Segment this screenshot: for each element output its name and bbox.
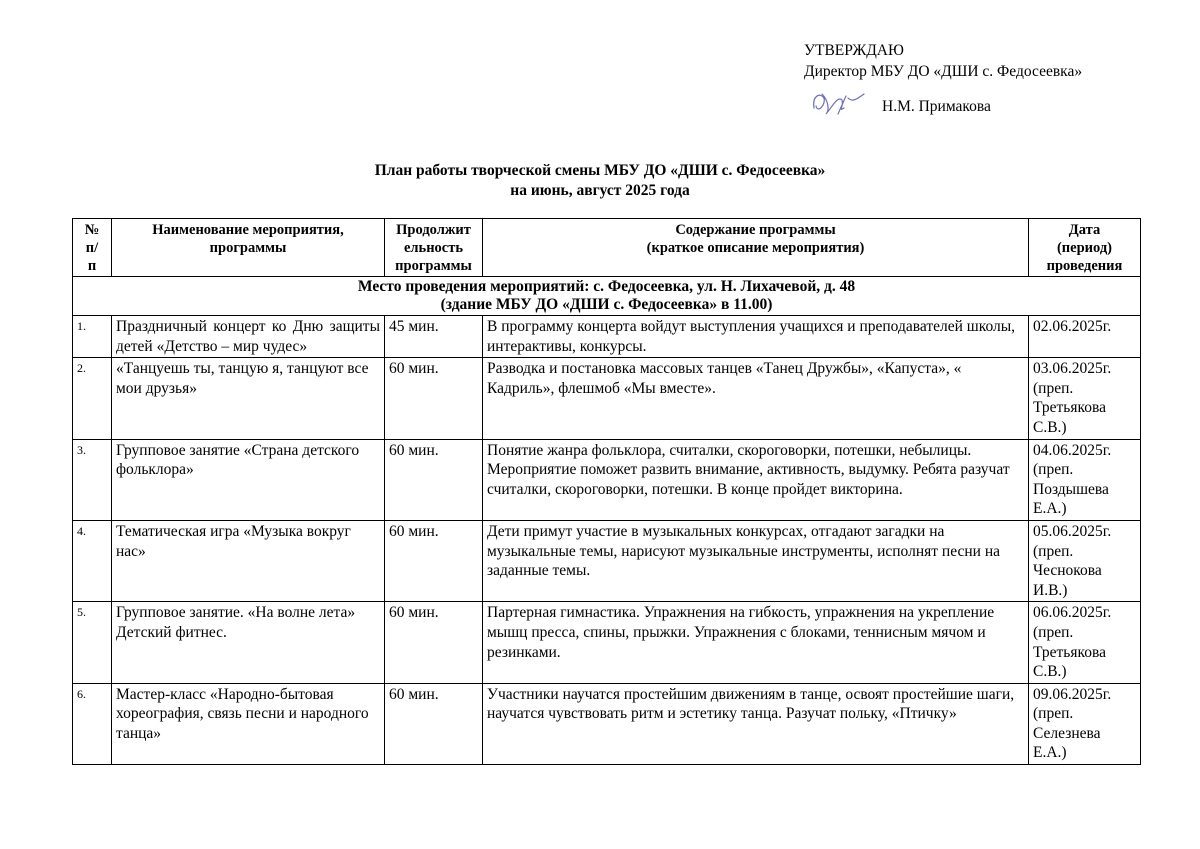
row-date: 03.06.2025г. (преп. Третьякова С.В.) — [1029, 358, 1141, 439]
row-duration: 60 мин. — [385, 439, 483, 520]
row-num: 5. — [73, 602, 112, 683]
row-content: Дети примут участие в музыкальных конкурсах, отгадают загадки на музыкальные темы, нарисуют музыкальные инструменты, исполнят песни на заданные темы. — [483, 520, 1029, 601]
events-table — [72, 218, 1141, 765]
row-name: Групповое занятие «Страна детского фольклора» — [112, 439, 385, 520]
row-name: Мастер-класс «Народно-бытовая хореография, связь песни и народного танца» — [112, 683, 385, 764]
page-title — [0, 161, 1200, 201]
table-header-row — [73, 219, 1141, 277]
approval-block — [804, 40, 1082, 122]
row-content: В программу концерта войдут выступления учащихся и преподавателей школы, интерактивы, конкурсы. — [483, 316, 1029, 358]
approval-heading: УТВЕРЖДАЮ — [804, 42, 904, 59]
row-num: 4. — [73, 520, 112, 601]
row-duration: 60 мин. — [385, 602, 483, 683]
row-content: Партерная гимнастика. Упражнения на гибкость, упражнения на укрепление мышц пресса, спины, прыжки. Упражнения с блоками, теннисным мячом и резинками. — [483, 602, 1029, 683]
row-name: Праздничный концерт ко Дню защиты детей «Детство – мир чудес» — [112, 316, 385, 358]
row-date: 02.06.2025г. — [1029, 316, 1141, 358]
row-num: 2. — [73, 358, 112, 439]
signature-scribble — [808, 86, 870, 120]
table-row — [73, 316, 1141, 358]
table-row — [73, 683, 1141, 764]
place-cell: Место проведения мероприятий: с. Федосеевка, ул. Н. Лихачевой, д. 48 (здание МБУ ДО «ДШИ с. Федосеевка» в 11.00) — [73, 277, 1141, 316]
row-name: «Танцуешь ты, танцую я, танцуют все мои друзья» — [112, 358, 385, 439]
place-row — [73, 277, 1141, 316]
row-duration: 60 мин. — [385, 520, 483, 601]
row-date: 06.06.2025г. (преп. Третьякова С.В.) — [1029, 602, 1141, 683]
row-num: 6. — [73, 683, 112, 764]
table-row — [73, 439, 1141, 520]
row-num: 3. — [73, 439, 112, 520]
table-row — [73, 520, 1141, 601]
row-duration: 45 мин. — [385, 316, 483, 358]
row-date: 09.06.2025г. (преп. Селезнева Е.А.) — [1029, 683, 1141, 764]
approval-position: Директор МБУ ДО «ДШИ с. Федосеевка» — [804, 63, 1083, 80]
row-content: Участники научатся простейшим движениям в танце, освоят простейшие шаги, научатся чувствовать ритм и эстетику танца. Разучат польку, «Птичку» — [483, 683, 1029, 764]
row-content: Понятие жанра фольклора, считалки, скороговорки, потешки, небылицы. Мероприятие поможет развить внимание, активность, выдумку. Ребята разучат считалки, скороговорки, потешки. В конце пройдет викторина. — [483, 439, 1029, 520]
row-name: Тематическая игра «Музыка вокруг нас» — [112, 520, 385, 601]
row-duration: 60 мин. — [385, 358, 483, 439]
row-duration: 60 мин. — [385, 683, 483, 764]
title-line-1: План работы творческой смены МБУ ДО «ДШИ с. Федосеевка» — [374, 162, 826, 179]
header-content: Содержание программы (краткое описание мероприятия) — [483, 219, 1029, 277]
row-date: 04.06.2025г. (преп. Поздышева Е.А.) — [1029, 439, 1141, 520]
director-name: Н.М. Примакова — [882, 98, 991, 115]
header-name: Наименование мероприятия, программы — [112, 219, 385, 277]
title-line-2: на июнь, август 2025 года — [510, 182, 690, 199]
row-num: 1. — [73, 316, 112, 358]
table-row — [73, 358, 1141, 439]
table-row — [73, 602, 1141, 683]
header-duration: Продолжит ельность программы — [385, 219, 483, 277]
header-num: № п/ п — [73, 219, 112, 277]
row-name: Групповое занятие. «На волне лета» Детский фитнес. — [112, 602, 385, 683]
header-date: Дата (период) проведения — [1029, 219, 1141, 277]
signature-row — [804, 92, 1082, 122]
row-date: 05.06.2025г. (преп. Чеснокова И.В.) — [1029, 520, 1141, 601]
row-content: Разводка и постановка массовых танцев «Танец Дружбы», «Капуста», « Кадриль», флешмоб «Мы вместе». — [483, 358, 1029, 439]
